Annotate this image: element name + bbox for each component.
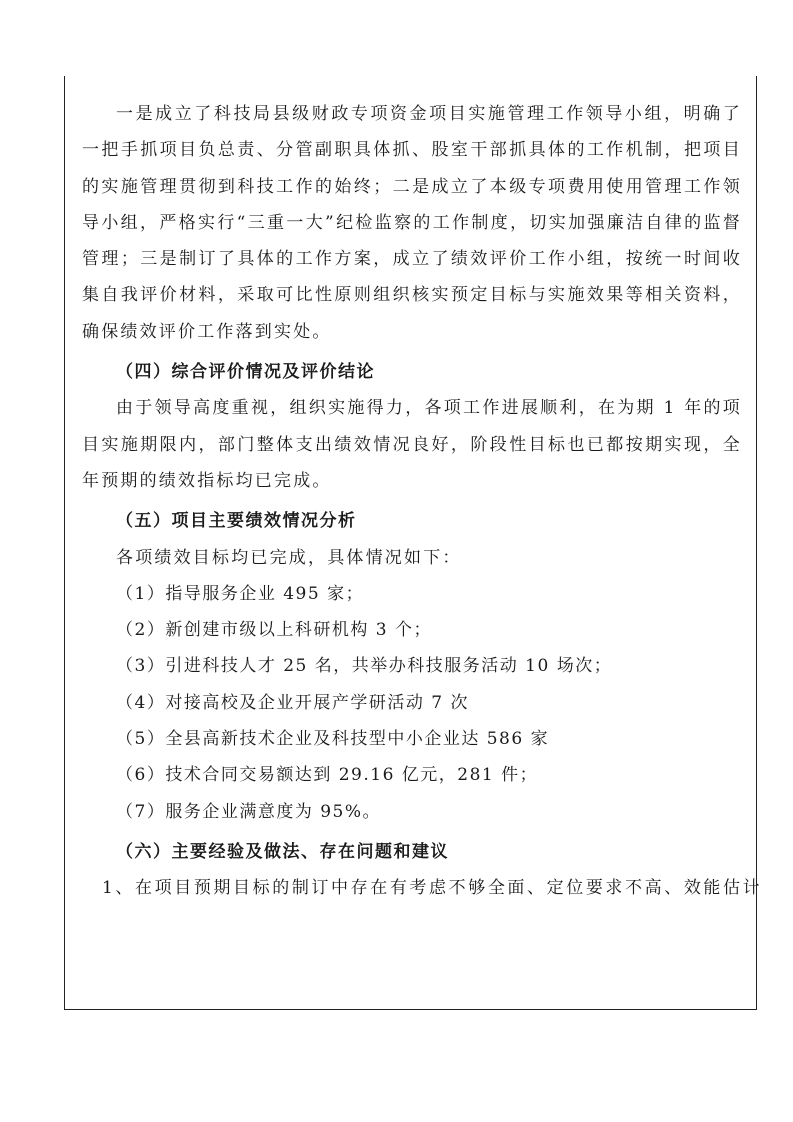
list-item: （3）引进科技人才 25 名，共举办科技服务活动 10 场次；	[116, 656, 613, 677]
list-item: （4）对接高校及企业开展产学研活动 7 次	[116, 692, 469, 713]
list-item: （1）指导服务企业 495 家；	[116, 583, 365, 604]
section-heading-6: （六）主要经验及做法、存在问题和建议	[116, 841, 449, 862]
list-item: （6）技术合同交易额达到 29.16 亿元，281 件；	[116, 765, 539, 786]
list-item: （2）新创建市级以上科研机构 3 个；	[116, 620, 432, 641]
list-item: （5）全县高新技术企业及科技型中小企业达 586 家	[116, 729, 550, 750]
paragraph-conclusion: 由于领导高度重视，组织实施得力，各项工作进展顺利，在为期 1 年的项目实施期限内，部门整体支出绩效情况良好，阶段性目标也已都按期实现，全年预期的绩效指标均已完成。	[82, 398, 742, 491]
paragraph-intro-list: 各项绩效目标均已完成，具体情况如下：	[116, 547, 462, 568]
paragraph-organization: 一是成立了科技局县级财政专项资金项目实施管理工作领导小组，明确了一把手抓项目负总责、分管副职具体抓、股室干部抓具体的工作机制，把项目的实施管理贯彻到科技工作的始终；二是成立了本级专项费用使用管理工作领导小组，严格实行“三重一大”纪检监察的工作制度，切实加强廉洁自律的监督管理；三是制订了具体的工作方案，成立了绩效评价工作小组，按统一时间收集自我评价材料，采取可比性原则组织核实预定目标与实施效果等相关资料，确保绩效评价工作落到实处。	[82, 104, 742, 342]
section-heading-4: （四）综合评价情况及评价结论	[116, 362, 375, 383]
document-body	[82, 96, 763, 907]
section-heading-5: （五）项目主要绩效情况分析	[116, 511, 357, 532]
list-item: （7）服务企业满意度为 95%。	[116, 801, 382, 822]
paragraph-issues: 1、在项目预期目标的制订中存在有考虑不够全面、定位要求不高、效能估计	[102, 878, 763, 899]
